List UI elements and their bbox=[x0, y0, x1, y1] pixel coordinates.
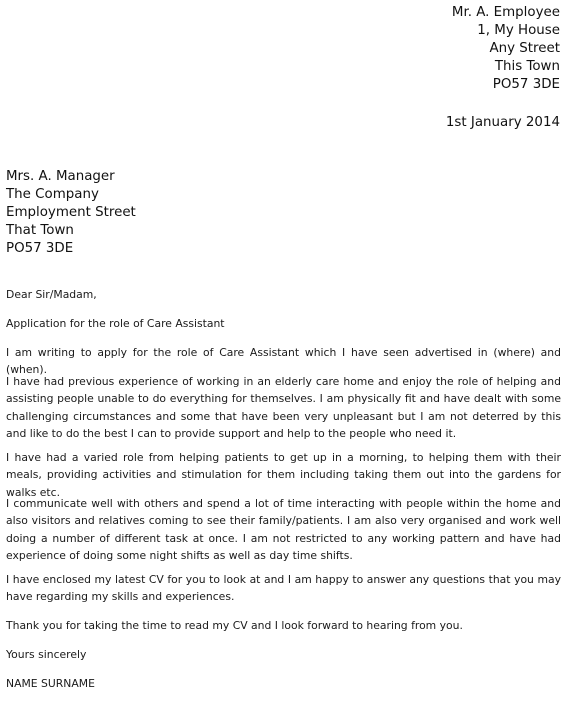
recipient-postcode: PO57 3DE bbox=[6, 241, 74, 256]
recipient-name: Mrs. A. Manager bbox=[6, 169, 115, 184]
subject-block bbox=[6, 315, 561, 332]
sender-address-line-1: 1, My House bbox=[477, 23, 560, 38]
paragraph-3: I have had a varied role from helping patients to get up in a morning, to helping them with their meals, providing activities and stimulation for them including taking them out into the gardens for walks etc. bbox=[6, 451, 561, 499]
paragraph-5: I have enclosed my latest CV for you to look at and I am happy to answer any questions that you may have regarding my skills and experiences. bbox=[6, 573, 561, 604]
paragraph-3-block bbox=[6, 449, 561, 501]
paragraph-4: I communicate well with others and spend a lot of time interacting with people within the home and also visitors and relatives coming to see their family/patients. I am also very organised and work well doing a number of different task at once. I am not restricted to any working pattern and have had experience of doing some night shifts as well as day time shifts. bbox=[6, 497, 561, 562]
recipient-town: That Town bbox=[6, 223, 74, 238]
closing-block bbox=[6, 646, 561, 663]
recipient-address-block bbox=[6, 168, 136, 258]
recipient-street: Employment Street bbox=[6, 205, 136, 220]
salutation: Dear Sir/Madam, bbox=[6, 288, 97, 301]
paragraph-5-block bbox=[6, 571, 561, 606]
sender-address-line-2: Any Street bbox=[489, 41, 560, 56]
paragraph-6-block bbox=[6, 617, 561, 634]
paragraph-2: I have had previous experience of working in an elderly care home and enjoy the role of helping and assisting people unable to do everything for themselves. I am physically fit and have dealt with some challenging circumstances and some that have been very unpleasant but I am not deterred by this and like to do the best I can to provide support and help to the people who need it. bbox=[6, 375, 561, 440]
sender-name: Mr. A. Employee bbox=[451, 5, 560, 20]
sender-address-block bbox=[452, 4, 560, 94]
closing: Yours sincerely bbox=[6, 648, 87, 661]
paragraph-2-block bbox=[6, 373, 561, 442]
sender-town: This Town bbox=[494, 59, 560, 74]
signature-name: NAME SURNAME bbox=[6, 677, 95, 690]
signature-block bbox=[6, 675, 561, 692]
recipient-company: The Company bbox=[6, 187, 99, 202]
subject-line: Application for the role of Care Assistant bbox=[6, 317, 225, 330]
salutation-block bbox=[6, 286, 561, 303]
paragraph-1: I am writing to apply for the role of Care Assistant which I have seen advertised in (where) and (when). bbox=[6, 346, 561, 377]
letter-date: 1st January 2014 bbox=[445, 115, 560, 130]
paragraph-6: Thank you for taking the time to read my CV and I look forward to hearing from you. bbox=[6, 619, 463, 632]
paragraph-4-block bbox=[6, 495, 561, 564]
sender-postcode: PO57 3DE bbox=[492, 77, 560, 92]
